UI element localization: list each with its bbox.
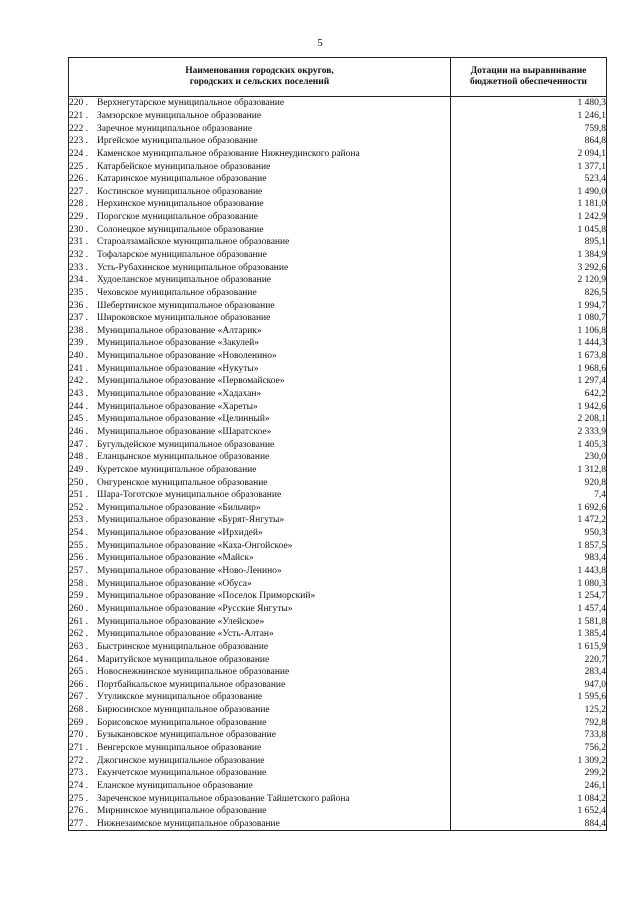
municipality-name: Бугульдейское муниципальное образование <box>97 439 275 450</box>
municipality-name: Муниципальное образование «Каха-Онгойское» <box>97 540 293 551</box>
municipality-name: Катаринское муниципальное образование <box>97 174 267 185</box>
subsidy-value: 1 457,4 <box>451 603 607 616</box>
municipality-name: Шебертинское муниципальное образование <box>97 300 275 311</box>
row-number: 274 . <box>69 780 88 791</box>
subsidy-value: 1 405,3 <box>451 438 607 451</box>
municipality-cell <box>69 211 451 224</box>
municipality-cell <box>69 641 451 654</box>
table-row <box>69 552 607 565</box>
table-header-row <box>69 58 607 97</box>
municipality-cell <box>69 337 451 350</box>
municipality-name: Худоеланское муниципальное образование <box>97 275 271 286</box>
table-row <box>69 236 607 249</box>
row-number: 257 . <box>69 566 88 577</box>
municipality-name: Венгерское муниципальное образование <box>97 742 262 753</box>
row-number: 225 . <box>69 161 88 172</box>
row-number: 258 . <box>69 578 88 589</box>
row-number: 241 . <box>69 363 88 374</box>
row-number: 234 . <box>69 275 88 286</box>
table-row <box>69 666 607 679</box>
header-subsidy-line2: бюджетной обеспеченности <box>470 77 587 87</box>
municipality-name: Муниципальное образование «Хадахан» <box>97 389 262 400</box>
subsidy-value: 1 384,9 <box>451 249 607 262</box>
table-row <box>69 211 607 224</box>
municipality-cell <box>69 249 451 262</box>
row-number: 264 . <box>69 654 88 665</box>
municipality-name: Широковское муниципальное образование <box>97 313 271 324</box>
municipality-name: Муниципальное образование «Обуса» <box>97 578 252 589</box>
municipality-cell <box>69 792 451 805</box>
municipality-cell <box>69 451 451 464</box>
municipality-cell <box>69 198 451 211</box>
row-number: 246 . <box>69 426 88 437</box>
municipality-cell <box>69 476 451 489</box>
municipality-cell <box>69 362 451 375</box>
subsidy-value: 3 292,6 <box>451 261 607 274</box>
row-number: 221 . <box>69 110 88 121</box>
subsidy-value: 1 084,2 <box>451 792 607 805</box>
municipality-cell <box>69 299 451 312</box>
municipality-name: Шара-Тоготское муниципальное образование <box>97 490 282 501</box>
row-number: 276 . <box>69 806 88 817</box>
table-row <box>69 148 607 161</box>
subsidy-value: 1 692,6 <box>451 502 607 515</box>
subsidy-value: 1 181,0 <box>451 198 607 211</box>
municipality-cell <box>69 502 451 515</box>
municipality-cell <box>69 691 451 704</box>
municipality-cell <box>69 552 451 565</box>
municipality-cell <box>69 185 451 198</box>
row-number: 271 . <box>69 742 88 753</box>
municipality-name: Тофаларское муниципальное образование <box>97 250 267 260</box>
row-number: 266 . <box>69 679 88 690</box>
municipality-name: Муниципальное образование «Ново-Ленино» <box>97 566 282 577</box>
municipality-name: Муниципальное образование «Поселок Приморский» <box>97 591 316 602</box>
table-row <box>69 628 607 641</box>
row-number: 222 . <box>69 123 88 134</box>
table-row <box>69 678 607 691</box>
table-row <box>69 780 607 793</box>
row-number: 268 . <box>69 705 88 716</box>
table-row <box>69 299 607 312</box>
municipality-cell <box>69 818 451 831</box>
table-row <box>69 350 607 363</box>
row-number: 273 . <box>69 768 88 779</box>
subsidy-value: 895,1 <box>451 236 607 249</box>
municipality-name: Нижнезаимское муниципальное образование <box>97 818 280 829</box>
municipality-cell <box>69 590 451 603</box>
municipality-cell <box>69 97 451 110</box>
row-number: 263 . <box>69 641 88 652</box>
municipality-cell <box>69 388 451 401</box>
row-number: 220 . <box>69 98 88 109</box>
table-row <box>69 135 607 148</box>
municipality-cell <box>69 438 451 451</box>
table-row <box>69 729 607 742</box>
municipality-name: Зареченское муниципальное образование Тайшетского района <box>97 793 350 804</box>
subsidy-value: 1 968,6 <box>451 362 607 375</box>
table-row <box>69 818 607 831</box>
municipality-name: Еланское муниципальное образование <box>97 780 253 791</box>
municipality-cell <box>69 767 451 780</box>
municipality-cell <box>69 489 451 502</box>
table-row <box>69 565 607 578</box>
row-number: 236 . <box>69 300 88 311</box>
municipality-name: Куретское муниципальное образование <box>97 464 257 475</box>
municipality-name: Каменское муниципальное образование Нижнеудинского района <box>97 148 360 159</box>
municipality-cell <box>69 742 451 755</box>
table-row <box>69 287 607 300</box>
municipality-cell <box>69 754 451 767</box>
row-number: 277 . <box>69 818 88 829</box>
municipality-cell <box>69 780 451 793</box>
row-number: 242 . <box>69 376 88 387</box>
municipality-name: Костинское муниципальное образование <box>97 186 263 197</box>
table-row <box>69 577 607 590</box>
row-number: 269 . <box>69 717 88 728</box>
municipality-cell <box>69 666 451 679</box>
row-number: 251 . <box>69 490 88 501</box>
row-number: 223 . <box>69 136 88 147</box>
subsidy-value: 1 472,2 <box>451 514 607 527</box>
table-row <box>69 476 607 489</box>
municipality-cell <box>69 148 451 161</box>
subsidy-value: 1 652,4 <box>451 805 607 818</box>
subsidy-value: 1 045,8 <box>451 223 607 236</box>
municipality-cell <box>69 325 451 338</box>
subsidy-value: 1 444,3 <box>451 337 607 350</box>
row-number: 256 . <box>69 553 88 564</box>
table-row <box>69 274 607 287</box>
table-row <box>69 122 607 135</box>
table-row <box>69 198 607 211</box>
subsidy-value: 1 942,6 <box>451 400 607 413</box>
municipality-cell <box>69 565 451 578</box>
municipality-cell <box>69 122 451 135</box>
municipality-name: Заречное муниципальное образование <box>97 123 253 134</box>
table-row <box>69 539 607 552</box>
municipality-cell <box>69 312 451 325</box>
municipality-name: Нерхинское муниципальное образование <box>97 199 264 210</box>
subsidy-value: 1 297,4 <box>451 375 607 388</box>
row-number: 272 . <box>69 755 88 766</box>
table-row <box>69 792 607 805</box>
table-row <box>69 653 607 666</box>
municipality-cell <box>69 236 451 249</box>
row-number: 237 . <box>69 313 88 324</box>
municipality-name: Верхнегутарское муниципальное образование <box>97 98 285 109</box>
row-number: 244 . <box>69 401 88 412</box>
municipality-cell <box>69 577 451 590</box>
header-municipality-line1: Наименования городских округов, <box>185 65 334 76</box>
row-number: 253 . <box>69 515 88 526</box>
municipality-cell <box>69 426 451 439</box>
subsidy-value: 299,2 <box>451 767 607 780</box>
municipality-cell <box>69 527 451 540</box>
row-number: 239 . <box>69 338 88 349</box>
municipality-name: Бирюсинское муниципальное образование <box>97 705 270 716</box>
table-row <box>69 805 607 818</box>
subsidy-table <box>68 57 607 831</box>
subsidy-value: 826,5 <box>451 287 607 300</box>
row-number: 260 . <box>69 603 88 614</box>
row-number: 270 . <box>69 730 88 741</box>
row-number: 226 . <box>69 174 88 185</box>
municipality-name: Быстринское муниципальное образование <box>97 641 269 652</box>
table-row <box>69 603 607 616</box>
row-number: 245 . <box>69 414 88 425</box>
municipality-cell <box>69 287 451 300</box>
municipality-name: Муниципальное образование «Целинный» <box>97 414 270 425</box>
municipality-cell <box>69 350 451 363</box>
subsidy-value: 2 333,9 <box>451 426 607 439</box>
table-row <box>69 97 607 110</box>
table-row <box>69 451 607 464</box>
municipality-cell <box>69 704 451 717</box>
row-number: 248 . <box>69 452 88 463</box>
subsidy-value: 884,4 <box>451 818 607 831</box>
table-row <box>69 400 607 413</box>
subsidy-value: 125,2 <box>451 704 607 717</box>
municipality-name: Староалзамайское муниципальное образование <box>97 237 290 248</box>
page-number: 5 <box>317 37 323 49</box>
municipality-name: Муниципальное образование «Бильчир» <box>97 502 261 513</box>
header-subsidy-line1: Дотации на выравнивание <box>470 65 587 76</box>
header-municipality-line2: городских и сельских поселений <box>189 77 330 87</box>
table-row <box>69 173 607 186</box>
municipality-name: Муниципальное образование «Новоленино» <box>97 351 277 362</box>
table-row <box>69 754 607 767</box>
table-row <box>69 185 607 198</box>
municipality-name: Муниципальное образование «Хареты» <box>97 401 258 412</box>
municipality-name: Муниципальное образование «Усть-Алтан» <box>97 629 274 640</box>
municipality-name: Онгуренское муниципальное образование <box>97 477 268 488</box>
municipality-name: Муниципальное образование «Бурят-Янгуты» <box>97 515 285 526</box>
subsidy-value: 1 673,8 <box>451 350 607 363</box>
municipality-cell <box>69 261 451 274</box>
table-row <box>69 704 607 717</box>
municipality-name: Катарбейское муниципальное образование <box>97 161 271 172</box>
subsidy-value: 1 595,6 <box>451 691 607 704</box>
table-row <box>69 312 607 325</box>
row-number: 261 . <box>69 616 88 627</box>
municipality-name: Муниципальное образование «Майск» <box>97 553 254 564</box>
subsidy-value: 920,8 <box>451 476 607 489</box>
municipality-name: Солонецкое муниципальное образование <box>97 224 264 235</box>
municipality-name: Порогское муниципальное образование <box>97 212 258 223</box>
subsidy-value: 1 242,9 <box>451 211 607 224</box>
subsidy-value: 1 857,5 <box>451 539 607 552</box>
subsidy-value: 1 994,7 <box>451 299 607 312</box>
row-number: 238 . <box>69 325 88 336</box>
header-subsidy <box>451 58 607 97</box>
subsidy-value: 2 120,9 <box>451 274 607 287</box>
subsidy-value: 283,4 <box>451 666 607 679</box>
row-number: 250 . <box>69 477 88 488</box>
row-number: 249 . <box>69 464 88 475</box>
subsidy-value: 2 208,1 <box>451 413 607 426</box>
subsidy-value: 1 080,7 <box>451 312 607 325</box>
table-row <box>69 426 607 439</box>
subsidy-value: 1 246,1 <box>451 110 607 123</box>
municipality-cell <box>69 400 451 413</box>
row-number: 275 . <box>69 793 88 804</box>
municipality-name: Бузыкановское муниципальное образование <box>97 730 276 741</box>
table-row <box>69 413 607 426</box>
subsidy-value: 733,8 <box>451 729 607 742</box>
municipality-name: Муниципальное образование «Закулей» <box>97 338 259 349</box>
table-row <box>69 438 607 451</box>
table-row <box>69 502 607 515</box>
row-number: 247 . <box>69 439 88 450</box>
subsidy-value: 1 480,3 <box>451 97 607 110</box>
subsidy-value: 756,2 <box>451 742 607 755</box>
row-number: 259 . <box>69 591 88 602</box>
row-number: 243 . <box>69 389 88 400</box>
municipality-cell <box>69 375 451 388</box>
subsidy-value: 1 615,9 <box>451 641 607 654</box>
row-number: 240 . <box>69 351 88 362</box>
subsidy-value: 1 377,1 <box>451 160 607 173</box>
row-number: 265 . <box>69 667 88 678</box>
table-row <box>69 464 607 477</box>
subsidy-value: 983,4 <box>451 552 607 565</box>
subsidy-value: 759,8 <box>451 122 607 135</box>
row-number: 233 . <box>69 262 88 273</box>
row-number: 224 . <box>69 148 88 159</box>
subsidy-value: 246,1 <box>451 780 607 793</box>
municipality-name: Мирнинское муниципальное образование <box>97 806 267 817</box>
municipality-name: Еланцынское муниципальное образование <box>97 452 270 463</box>
subsidy-value: 947,0 <box>451 678 607 691</box>
header-municipality <box>69 58 451 97</box>
subsidy-value: 7,4 <box>451 489 607 502</box>
table-row <box>69 375 607 388</box>
subsidy-value: 642,2 <box>451 388 607 401</box>
table-row <box>69 742 607 755</box>
subsidy-value: 1 385,4 <box>451 628 607 641</box>
municipality-name: Джогинское муниципальное образование <box>97 755 265 766</box>
table-row <box>69 514 607 527</box>
table-row <box>69 527 607 540</box>
table-row <box>69 716 607 729</box>
subsidy-value: 792,8 <box>451 716 607 729</box>
row-number: 255 . <box>69 540 88 551</box>
row-number: 230 . <box>69 224 88 235</box>
table-row <box>69 325 607 338</box>
municipality-name: Маритуйское муниципальное образование <box>97 654 270 665</box>
municipality-name: Портбайкальское муниципальное образование <box>97 679 286 690</box>
municipality-cell <box>69 603 451 616</box>
municipality-cell <box>69 615 451 628</box>
subsidy-value: 864,8 <box>451 135 607 148</box>
table-row <box>69 590 607 603</box>
municipality-name: Муниципальное образование «Русские Янгуты» <box>97 603 293 614</box>
municipality-name: Муниципальное образование «Алтарик» <box>97 325 262 336</box>
row-number: 262 . <box>69 629 88 640</box>
row-number: 228 . <box>69 199 88 210</box>
row-number: 232 . <box>69 250 88 260</box>
municipality-cell <box>69 805 451 818</box>
subsidy-value: 1 490,0 <box>451 185 607 198</box>
municipality-cell <box>69 464 451 477</box>
row-number: 229 . <box>69 212 88 223</box>
municipality-cell <box>69 716 451 729</box>
table-row <box>69 249 607 262</box>
municipality-cell <box>69 539 451 552</box>
municipality-name: Чеховское муниципальное образование <box>97 287 257 298</box>
subsidy-value: 1 106,8 <box>451 325 607 338</box>
row-number: 235 . <box>69 287 88 298</box>
table-row <box>69 641 607 654</box>
table-row <box>69 489 607 502</box>
municipality-name: Борисовское муниципальное образование <box>97 717 267 728</box>
subsidy-value: 1 309,2 <box>451 754 607 767</box>
municipality-name: Новоснежнинское муниципальное образование <box>97 667 290 678</box>
row-number: 227 . <box>69 186 88 197</box>
row-number: 254 . <box>69 528 88 539</box>
municipality-cell <box>69 173 451 186</box>
municipality-name: Усть-Рубахинское муниципальное образование <box>97 262 289 273</box>
table-row <box>69 362 607 375</box>
table-row <box>69 767 607 780</box>
subsidy-value: 950,3 <box>451 527 607 540</box>
subsidy-value: 1 312,8 <box>451 464 607 477</box>
municipality-name: Муниципальное образование «Нукуты» <box>97 363 259 374</box>
municipality-cell <box>69 628 451 641</box>
table-row <box>69 261 607 274</box>
municipality-name: Муниципальное образование «Ирхидей» <box>97 528 263 539</box>
subsidy-value: 1 080,3 <box>451 577 607 590</box>
municipality-cell <box>69 413 451 426</box>
subsidy-value: 230,0 <box>451 451 607 464</box>
table-row <box>69 615 607 628</box>
municipality-cell <box>69 160 451 173</box>
subsidy-value: 523,4 <box>451 173 607 186</box>
municipality-cell <box>69 729 451 742</box>
table-row <box>69 388 607 401</box>
table-row <box>69 110 607 123</box>
municipality-cell <box>69 110 451 123</box>
municipality-cell <box>69 135 451 148</box>
subsidy-value: 220,7 <box>451 653 607 666</box>
row-number: 267 . <box>69 692 88 703</box>
municipality-name: Екунчетское муниципальное образование <box>97 768 267 779</box>
municipality-name: Иргейское муниципальное образование <box>97 136 258 147</box>
municipality-cell <box>69 223 451 236</box>
municipality-cell <box>69 274 451 287</box>
municipality-name: Муниципальное образование «Первомайское» <box>97 376 285 387</box>
row-number: 231 . <box>69 237 88 248</box>
subsidy-value: 1 581,8 <box>451 615 607 628</box>
municipality-name: Муниципальное образование «Улейское» <box>97 616 265 627</box>
municipality-cell <box>69 514 451 527</box>
municipality-name: Муниципальное образование «Шаратское» <box>97 426 272 437</box>
subsidy-value: 1 254,7 <box>451 590 607 603</box>
table-row <box>69 337 607 350</box>
table-row <box>69 160 607 173</box>
subsidy-value: 1 443,8 <box>451 565 607 578</box>
table-row <box>69 223 607 236</box>
municipality-cell <box>69 653 451 666</box>
municipality-cell <box>69 678 451 691</box>
municipality-name: Замзорское муниципальное образование <box>97 110 262 121</box>
table-row <box>69 691 607 704</box>
row-number: 252 . <box>69 502 88 513</box>
municipality-name: Утуликское муниципальное образование <box>97 692 263 703</box>
subsidy-value: 2 094,1 <box>451 148 607 161</box>
